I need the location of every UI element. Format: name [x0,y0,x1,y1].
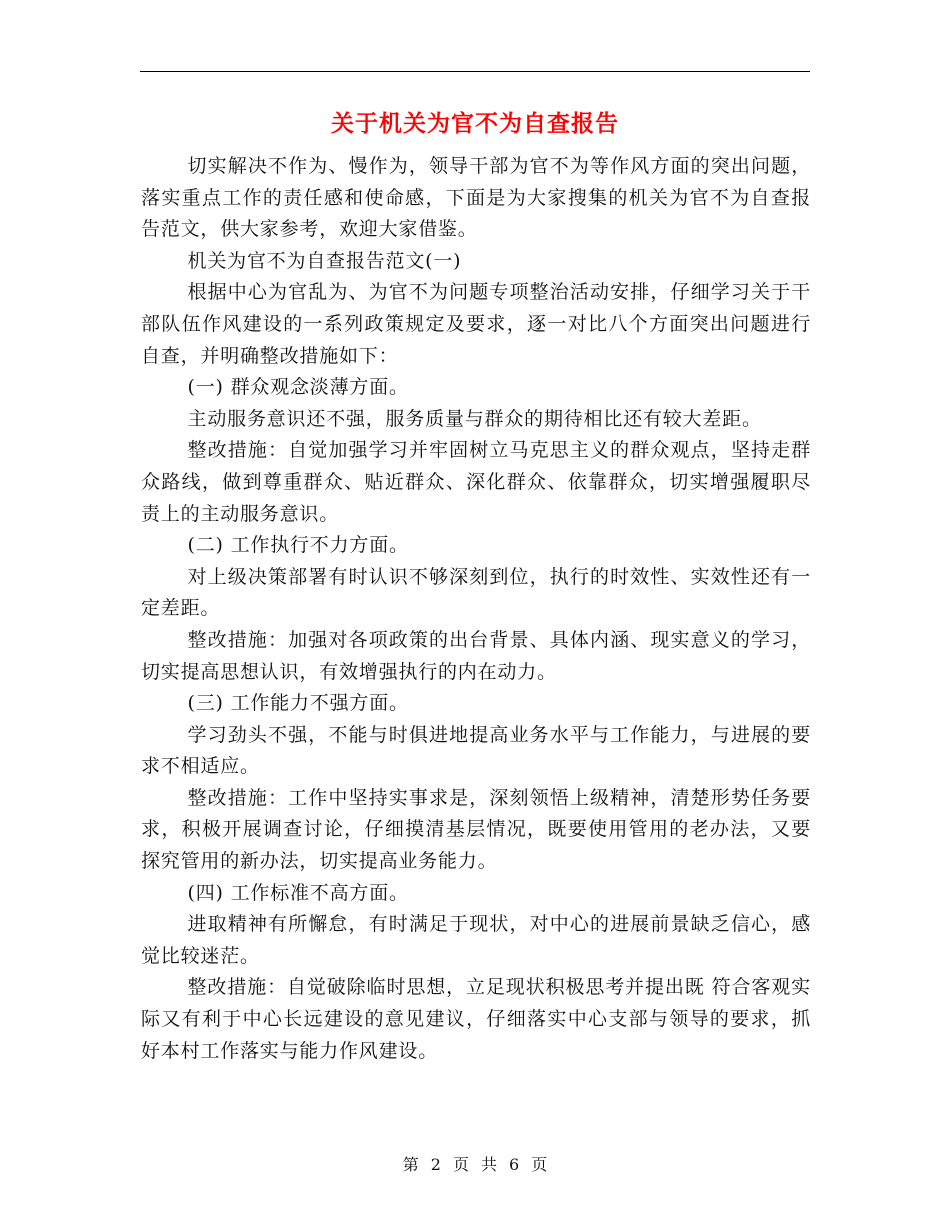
measure-paragraph-2: 整改措施：加强对各项政策的出台背景、具体内涵、现实意义的学习，切实提高思想认识，有效增强执行的内在动力。 [141,628,811,683]
document-title: 关于机关为官不为自查报告 [331,110,619,137]
footer-page-word: 页 [452,1155,469,1174]
item-heading-3: (三) 工作能力不强方面。 [187,692,409,715]
intro-paragraph: 切实解决不作为、慢作为，领导干部为官不为等作风方面的突出问题，落实重点工作的责任感和使命感，下面是为大家搜集的机关为官不为自查报告范文，供大家参考，欢迎大家借鉴。 [141,155,811,241]
measure-paragraph-1: 整改措施：自觉加强学习并牢固树立马克思主义的群众观点，坚持走群众路线，做到尊重群众、贴近群众、深化群众、依靠群众，切实增强履职尽责上的主动服务意识。 [141,439,811,525]
footer-prefix: 第 [402,1155,419,1174]
footer-current-page: 2 [430,1155,441,1174]
page-number-footer [0,1154,950,1176]
problem-paragraph-2: 对上级决策部署有时认识不够深刻到位，执行的时效性、实效性还有一定差距。 [141,565,811,620]
problem-paragraph-1: 主动服务意识还不强，服务质量与群众的期待相比还有较大差距。 [187,407,762,430]
measure-paragraph-4: 整改措施：自觉破除临时思想，立足现状积极思考并提出既 符合客观实际又有利于中心长远建设的意见建议，仔细落实中心支部与领导的要求，抓好本村工作落实与能力作风建设。 [141,976,811,1062]
item-heading-4: (四) 工作标准不高方面。 [187,881,409,904]
problem-paragraph-4: 进取精神有所懈怠，有时满足于现状，对中心的进展前景缺乏信心，感觉比较迷茫。 [141,913,811,967]
problem-paragraph-3: 学习劲头不强，不能与时俱进地提高业务水平与工作能力，与进展的要求不相适应。 [141,723,811,778]
footer-total-word: 共 [481,1155,498,1174]
footer-total-pages: 6 [509,1155,520,1174]
body-paragraph: 根据中心为官乱为、为官不为问题专项整治活动安排，仔细学习关于干部队伍作风建设的一系列政策规定及要求，逐一对比八个方面突出问题进行自查，并明确整改措施如下： [141,281,811,367]
item-heading-2: (二) 工作执行不力方面。 [187,534,409,557]
document-body [141,151,811,1067]
footer-suffix: 页 [531,1155,548,1174]
measure-paragraph-3: 整改措施：工作中坚持实事求是，深刻领悟上级精神，清楚形势任务要求，积极开展调查讨论，仔细摸清基层情况，既要使用管用的老办法，又要探究管用的新办法，切实提高业务能力。 [141,786,811,873]
section-heading: 机关为官不为自查报告范文(一) [187,249,462,272]
header-rule [140,71,810,72]
item-heading-1: (一) 群众观念淡薄方面。 [187,376,409,399]
